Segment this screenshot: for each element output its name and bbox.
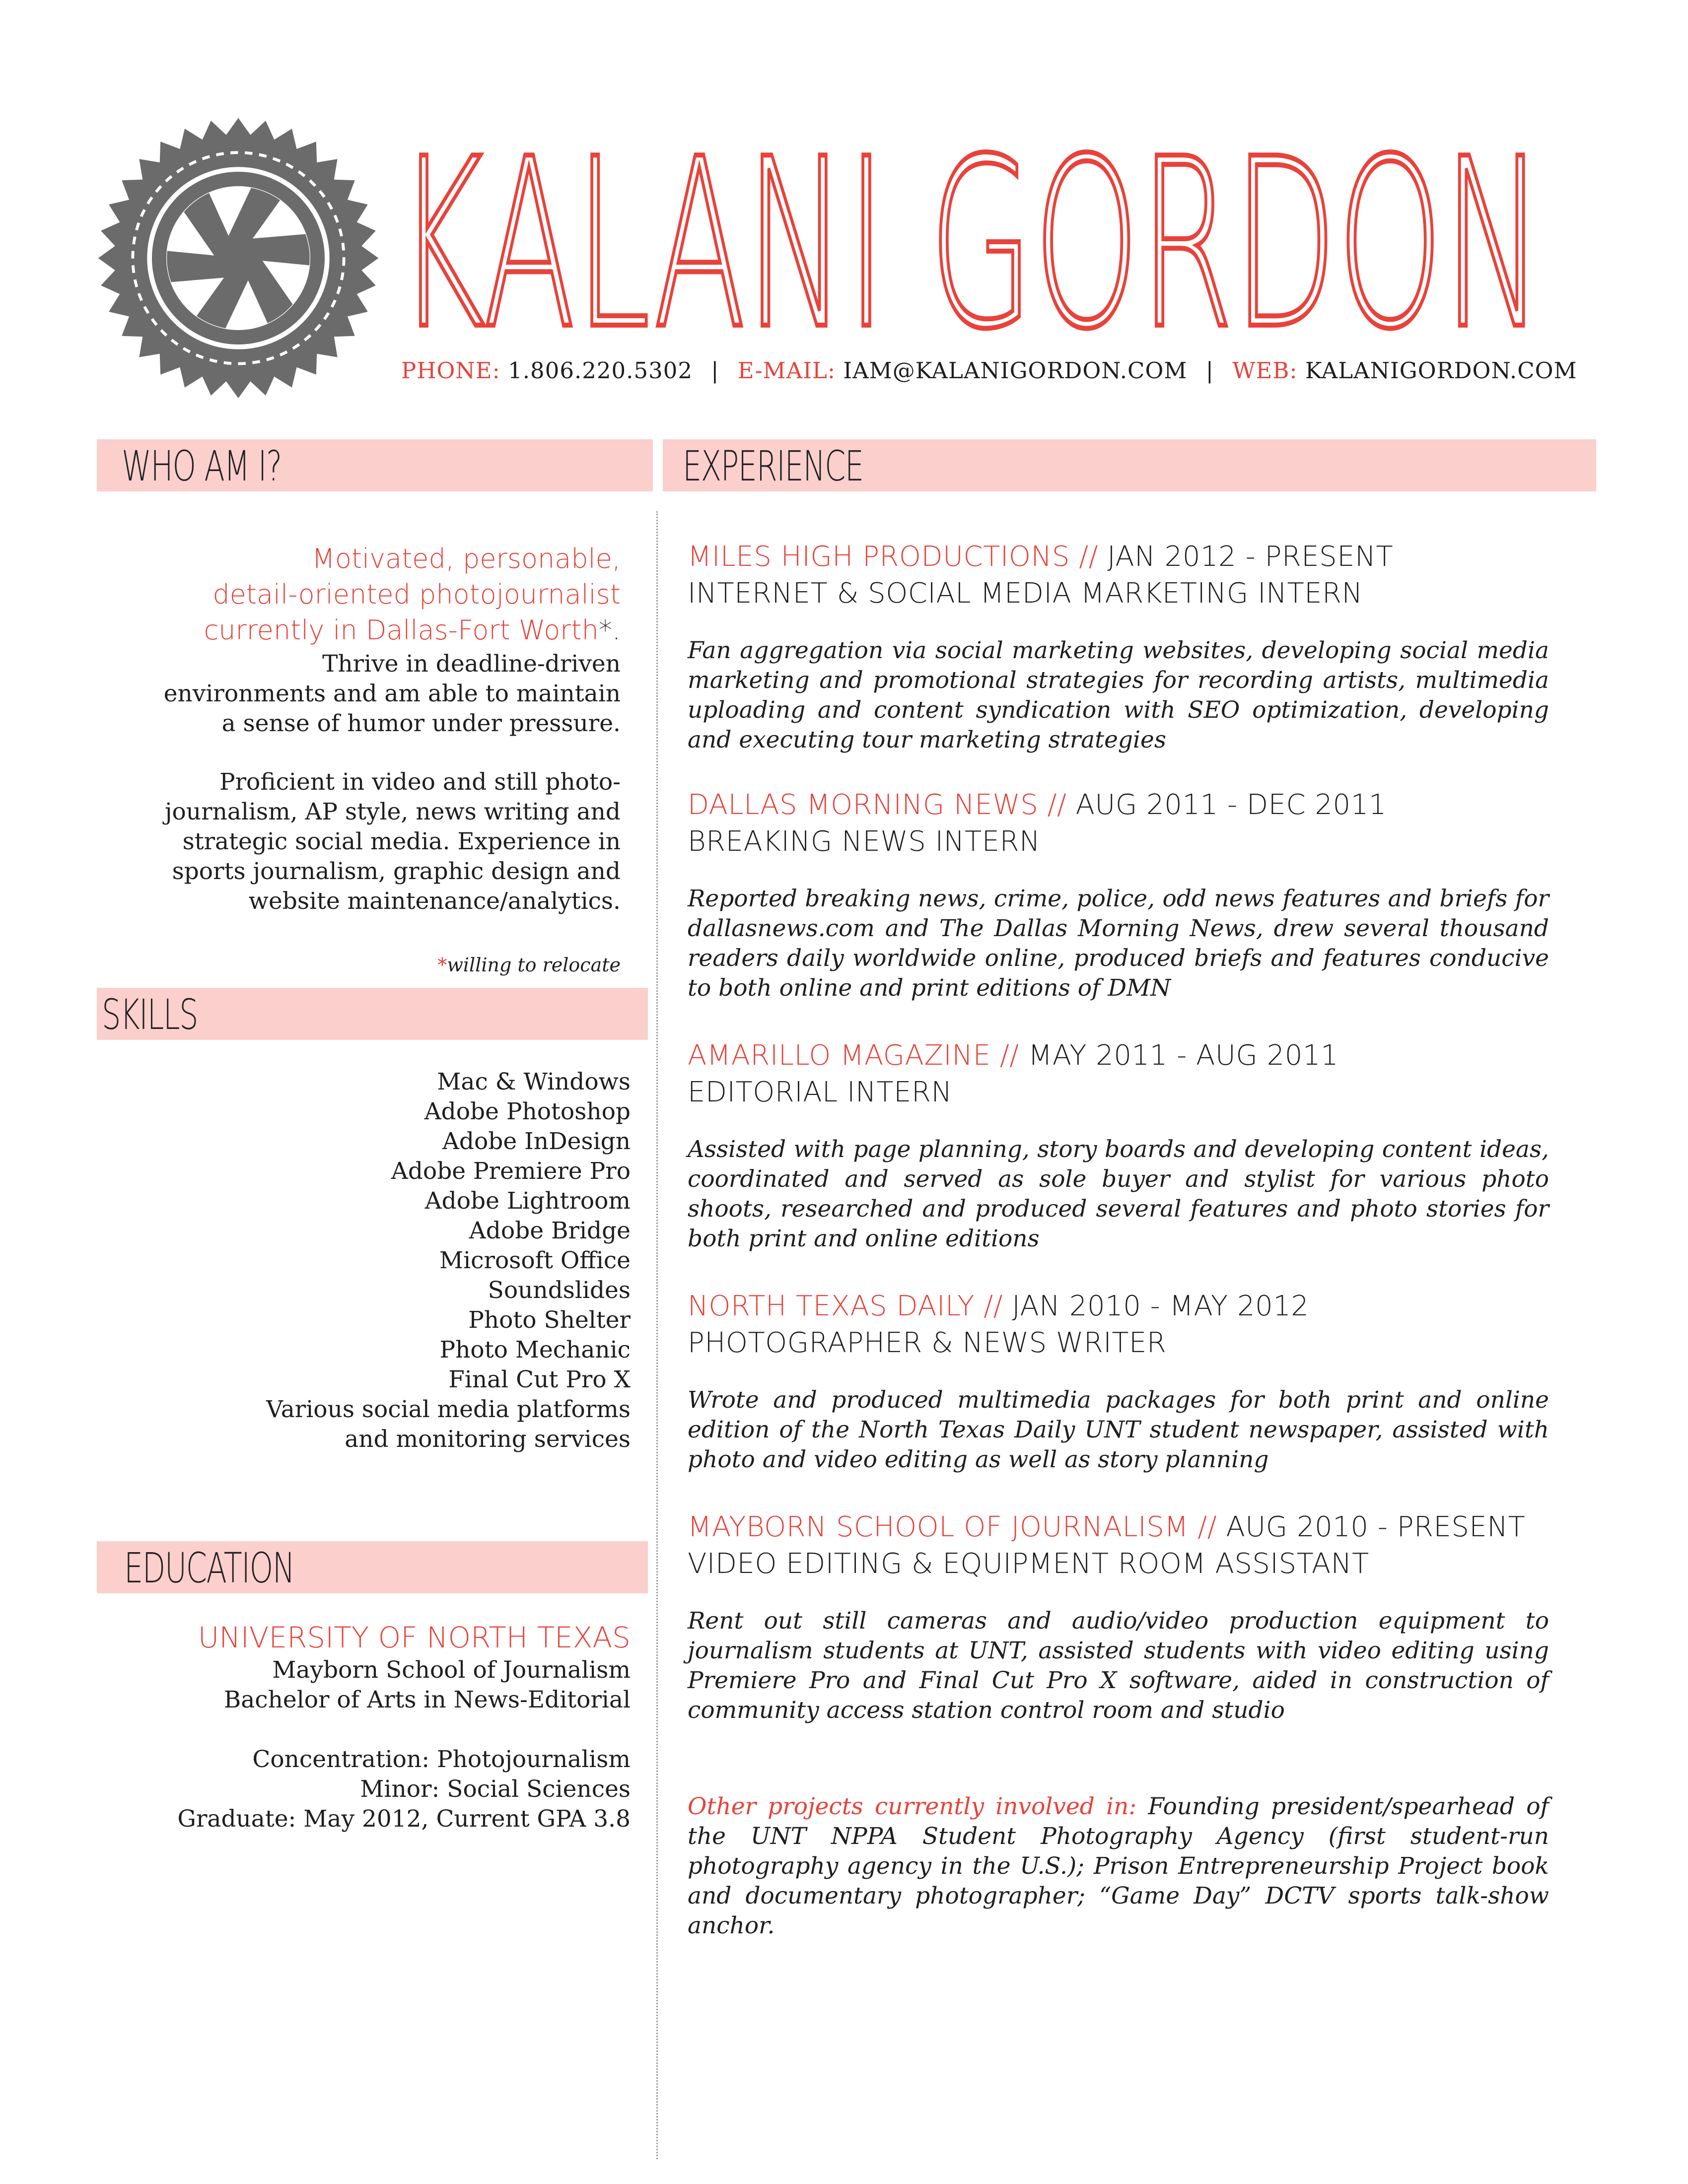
job-dates: MAY 2011 - AUG 2011 [1028,1039,1339,1072]
experience-entry [688,787,1549,1003]
skill-item: Adobe Lightroom [424,1187,631,1215]
about-lead-line: detail-oriented photojournalist [212,579,621,610]
education-details: Concentration: Photojournalism Minor: Social Sciences Graduate: May 2012, Current GPA 3.8 [177,1746,631,1833]
experience-entry [688,539,1549,755]
web-label: WEB: [1232,357,1298,384]
experience-entry [688,1037,1549,1254]
phone-label: PHONE: [401,357,500,384]
web-value[interactable]: KALANIGORDON.COM [1305,357,1577,384]
footnote-marker: *. [598,614,621,646]
job-description: Rent out still cameras and audio/video production equipment to journalism students at UNT, assisted students with video editing using Premiere Pro and Final Cut Pro X software, aided in construction of community access station control room and studio [688,1607,1549,1724]
email-label: E-MAIL: [737,357,836,384]
other-projects-text: Founding president/spearhead of the UNT NPPA Student Photography Agency (first student-run photography agency in the U.S.); Prison Entrepreneurship Project book and documentary photographer; “Game Day” DCTV sports talk-show anchor. [688,1793,1549,1939]
job-role: EDITORIAL INTERN [688,1076,952,1108]
company-name: AMARILLO MAGAZINE // [688,1039,1019,1072]
about-paragraph: Thrive in deadline-driven environments and am able to maintain a sense of humor under pressure. [163,650,621,737]
job-dates: JAN 2010 - MAY 2012 [1012,1290,1309,1322]
company-name: NORTH TEXAS DAILY // [688,1290,1003,1322]
education-title: EDUCATION [124,1544,294,1592]
education-school: UNIVERSITY OF NORTH TEXAS [198,1621,631,1654]
skill-item: Photo Shelter [468,1306,631,1334]
company-name: DALLAS MORNING NEWS // [688,789,1067,821]
contact-separator: | [1205,357,1214,384]
job-dates: AUG 2011 - DEC 2011 [1075,789,1387,821]
name-heading: KALANI GORDON [397,109,1544,380]
other-projects [688,1792,1549,1941]
column-divider [656,511,658,2159]
skills-title: SKILLS [102,990,198,1039]
relocate-note: *willing to relocate [437,954,621,976]
skill-item: Adobe Photoshop [424,1098,631,1125]
job-role: VIDEO EDITING & EQUIPMENT ROOM ASSISTANT [688,1548,1369,1580]
job-description: Wrote and produced multimedia packages for both print and online edition of the North Texas Daily UNT student newspaper, assisted with photo and video editing as well as story planning [688,1386,1549,1473]
phone-value[interactable]: 1.806.220.5302 [508,357,693,384]
company-name: MILES HIGH PRODUCTIONS // [688,541,1098,573]
experience-entry [688,1288,1549,1475]
skill-item: Soundslides [488,1277,631,1304]
job-description: Fan aggregation via social marketing websites, developing social media marketing and promotional strategies for recording artists, multimedia uploading and content syndication with SEO optimization, developing and executing tour marketing strategies [688,637,1549,753]
skills-list [266,1067,631,1454]
about-title: WHO AM I? [122,442,281,490]
skill-item: Final Cut Pro X [448,1366,631,1393]
company-name: MAYBORN SCHOOL OF JOURNALISM // [688,1511,1217,1543]
skill-item: Microsoft Office [439,1247,631,1274]
experience-entry [688,1509,1549,1725]
skill-item: Photo Mechanic [439,1336,631,1364]
skill-item: Adobe Bridge [469,1217,631,1244]
job-role: BREAKING NEWS INTERN [688,825,1041,858]
contact-line [401,357,1577,384]
experience-title: EXPERIENCE [683,442,863,490]
skill-item: Various social media platforms [266,1396,631,1423]
job-role: INTERNET & SOCIAL MEDIA MARKETING INTERN [688,577,1363,610]
footnote-marker: * [437,954,447,976]
contact-separator: | [711,357,719,384]
about-lead [174,541,621,648]
job-role: PHOTOGRAPHER & NEWS WRITER [688,1327,1167,1359]
other-projects-lead: Other projects currently involved in: [688,1793,1137,1820]
skill-item: Adobe InDesign [442,1128,631,1155]
education-degree: Mayborn School of Journalism Bachelor of Arts in News-Editorial [223,1656,631,1713]
skill-item: Mac & Windows [437,1068,631,1095]
about-lead-line: Motivated, personable, [312,543,621,574]
skill-item: Adobe Premiere Pro [391,1158,631,1185]
job-description: Reported breaking news, crime, police, odd news features and briefs for dallasnews.com and The Dallas Morning News, drew several thousand readers daily worldwide online, produced briefs and features conducive to both online and print editions of DMN [688,885,1549,1002]
about-lead-line: currently in Dallas-Fort Worth*. [204,614,621,646]
email-value[interactable]: IAM@KALANIGORDON.COM [843,357,1188,384]
skill-item: and monitoring services [345,1426,631,1453]
job-dates: JAN 2012 - PRESENT [1107,541,1394,573]
about-paragraph: Proficient in video and still photo- journalism, AP style, news writing and strategic social media. Experience in sports journalism, graphic design and website maintenance/analytics. [164,768,621,915]
job-description: Assisted with page planning, story boards and developing content ideas, coordinated and served as sole buyer and stylist for various photo shoots, researched and produced several features and photo stories for both print and online editions [688,1136,1549,1252]
job-dates: AUG 2010 - PRESENT [1226,1511,1526,1543]
camera-aperture-seal-icon [94,114,382,402]
